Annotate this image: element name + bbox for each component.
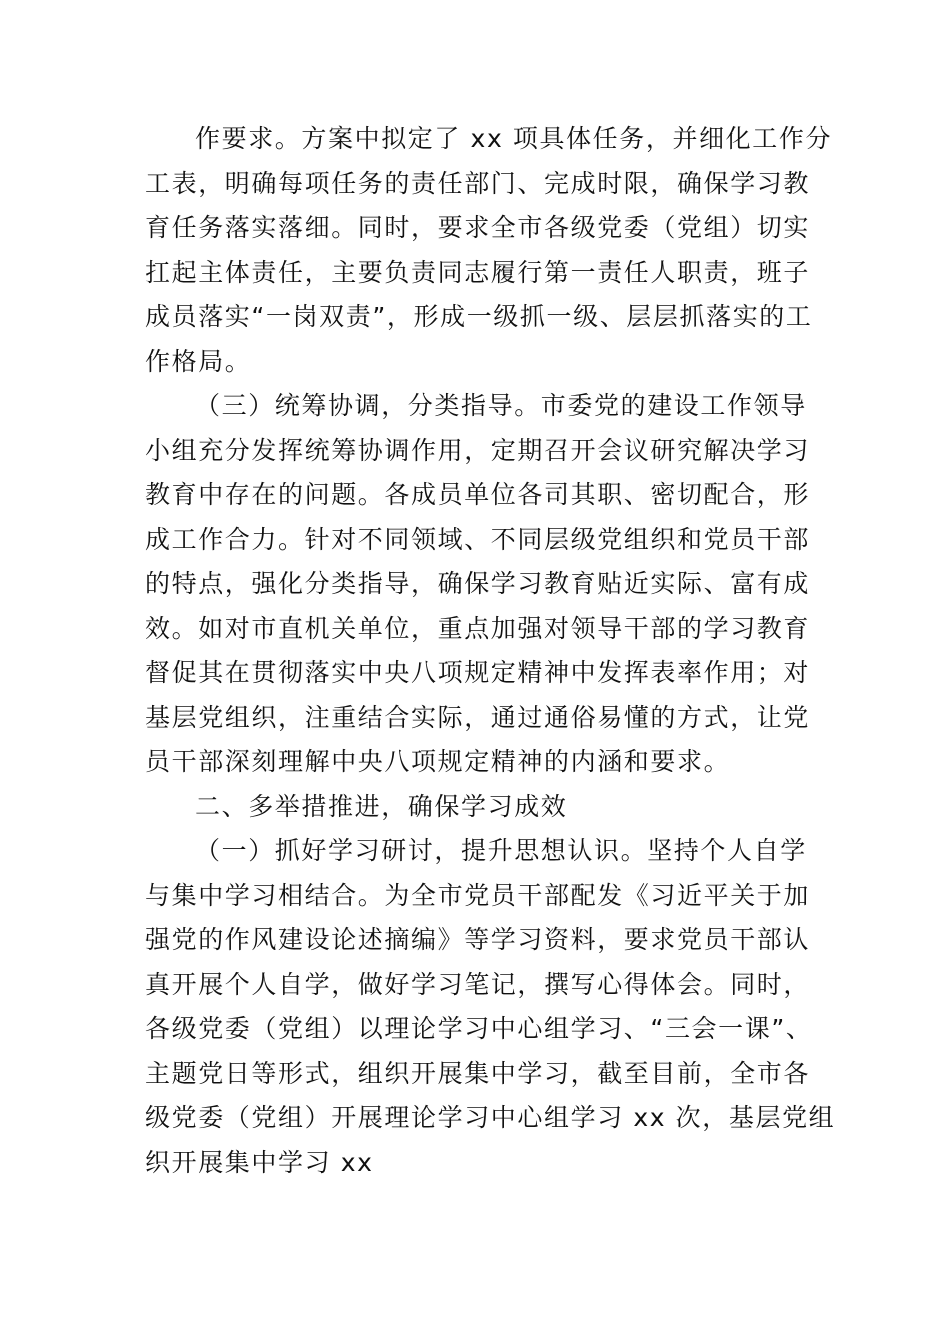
text-line-9: 教育中存在的问题。各成员单位各司其职、密切配合，形 <box>145 480 811 509</box>
text-line-4: 扛起主体责任，主要负责同志履行第一责任人职责，班子 <box>145 258 811 287</box>
text-line-11: 的特点，强化分类指导，确保学习教育贴近实际、富有成 <box>145 569 811 598</box>
text-line-8: 小组充分发挥统筹协调作用，定期召开会议研究解决学习 <box>145 436 811 465</box>
text-line-14: 基层党组织，注重结合实际，通过通俗易懂的方式，让党 <box>145 703 811 732</box>
subsection-heading-1: （一）抓好学习研讨，提升思想认识。坚持个人自学 <box>195 836 807 865</box>
text-line-1: 作要求。方案中拟定了 xx 项具体任务，并细化工作分 <box>195 124 833 153</box>
text-line-10: 成工作合力。针对不同领域、不同层级党组织和党员干部 <box>145 525 811 554</box>
text-line-3: 育任务落实落细。同时，要求全市各级党委（党组）切实 <box>145 213 811 242</box>
text-line-12: 效。如对市直机关单位，重点加强对领导干部的学习教育 <box>145 614 811 643</box>
text-line-5: 成员落实“一岗双责”，形成一级抓一级、层层抓落实的工 <box>145 302 813 331</box>
text-line-6: 作格局。 <box>145 347 252 376</box>
text-line-13: 督促其在贯彻落实中央八项规定精神中发挥表率作用；对 <box>145 658 811 687</box>
text-line-15: 员干部深刻理解中央八项规定精神的内涵和要求。 <box>145 747 731 776</box>
text-line-24: 织开展集中学习 xx <box>145 1148 374 1177</box>
text-line-22: 主题党日等形式，组织开展集中学习，截至目前，全市各 <box>145 1059 811 1088</box>
text-line-20: 真开展个人自学，做好学习笔记，撰写心得体会。同时， <box>145 970 811 999</box>
text-line-18: 与集中学习相结合。为全市党员干部配发《习近平关于加 <box>145 881 811 910</box>
section-heading-3: （三）统筹协调，分类指导。市委党的建设工作领导 <box>195 391 807 420</box>
text-line-21: 各级党委（党组）以理论学习中心组学习、“三会一课”、 <box>145 1014 813 1043</box>
text-line-23: 级党委（党组）开展理论学习中心组学习 xx 次，基层党组 <box>145 1103 836 1132</box>
section-heading-2: 二、多举措推进，确保学习成效 <box>195 792 568 821</box>
text-line-19: 强党的作风建设论述摘编》等学习资料，要求党员干部认 <box>145 925 811 954</box>
text-line-2: 工表，明确每项任务的责任部门、完成时限，确保学习教 <box>145 169 811 198</box>
